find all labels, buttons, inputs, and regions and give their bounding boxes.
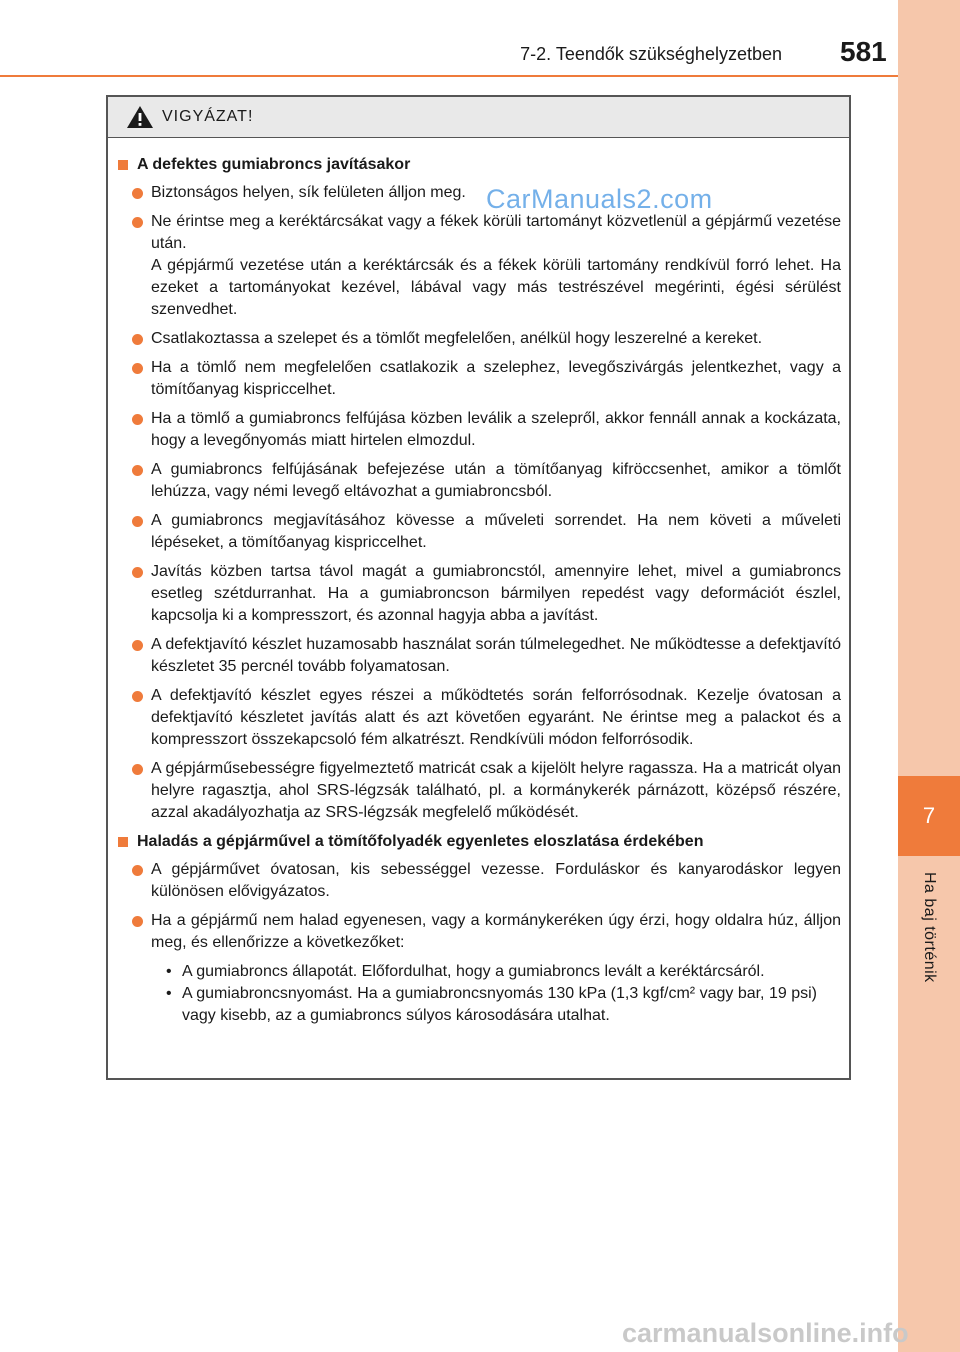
watermark-top: CarManuals2.com xyxy=(486,184,713,214)
list-item: A gépjárművet óvatosan, kis sebességgel vezesse. Forduláskor és kanyarodáskor legyen különösen elővigyázatos. xyxy=(132,859,841,903)
bullet-dot-icon xyxy=(132,567,143,578)
list-item: A gépjárműsebességre figyelmeztető matricát csak a kijelölt helyre ragassza. Ha a matricát olyan helyre ragasztja, ahol SRS-légzsák található, pl. a kormánykerék párnázott, középső részére, azzal akadályozhatja az SRS-légzsák megfelelő működését. xyxy=(132,758,841,824)
list-item: Ne érintse meg a keréktárcsákat vagy a fékek körüli tartományt közvetlenül a gépjármű vezetése után. A gépjármű vezetése után a keréktárcsák és a fékek körüli tartomány rendkívül forró lehet. Ha ezeket a tartományokat kezével, lábával vagy más testrészével megérinti, égési sérülést szenvedhet. xyxy=(132,211,841,321)
chapter-title: Ha baj történik xyxy=(921,872,938,983)
list-item: Csatlakoztassa a szelepet és a tömlőt megfelelően, anélkül hogy leszerelné a kereket. xyxy=(132,328,841,350)
warning-box xyxy=(106,95,851,1080)
bullet-dot-icon xyxy=(132,691,143,702)
watermark-bottom: carmanualsonline.info xyxy=(622,1318,909,1348)
sub-list-item: • A gumiabroncsnyomást. Ha a gumiabroncsnyomás 130 kPa (1,3 kgf/cm² vagy bar, 19 psi) vagy kisebb, az a gumiabroncs súlyos károsodására utalhat. xyxy=(166,985,817,1024)
list-item: A gumiabroncs felfújásának befejezése után a tömítőanyag kifröccsenhet, amikor a tömlőt lehúzza, vagy némi levegő eltávozhat a gumiabroncsból. xyxy=(132,459,841,503)
header-rule xyxy=(0,75,898,77)
warning-triangle-icon xyxy=(126,105,154,129)
bullet-dot-icon xyxy=(132,465,143,476)
section-heading: A defektes gumiabroncs javításakor xyxy=(118,154,841,176)
bullet-dot-icon xyxy=(132,764,143,775)
bullet-dot-icon xyxy=(132,516,143,527)
bullet-dot-icon xyxy=(132,363,143,374)
warning-body xyxy=(108,138,849,1027)
bullet-dot-icon xyxy=(132,188,143,199)
list-item: Javítás közben tartsa távol magát a gumiabroncstól, amennyire lehet, mivel a gumiabroncs esetleg szétdurranhat. Ha a gumiabroncson bármilyen repedést vagy deformációt észlel, kapcsolja ki a kompresszort, és azonnal hagyja abba a javítást. xyxy=(132,561,841,627)
section-heading: Haladás a gépjárművel a tömítőfolyadék egyenletes eloszlatása érdekében xyxy=(118,831,841,853)
side-tab xyxy=(898,0,960,1352)
bullet-dot-icon xyxy=(132,640,143,651)
list-item: Biztonságos helyen, sík felületen álljon meg. xyxy=(132,182,841,204)
bullet-dot-icon xyxy=(132,865,143,876)
bullet-dot-icon xyxy=(132,916,143,927)
square-bullet-icon xyxy=(118,837,128,847)
bullet-dot-icon xyxy=(132,414,143,425)
page-number: 581 xyxy=(840,36,887,67)
sub-list xyxy=(166,961,841,1027)
bullet-dot-icon xyxy=(132,334,143,345)
list-item: A defektjavító készlet huzamosabb használat során túlmelegedhet. Ne működtesse a defektjavító készletet 35 percnél tovább folyamatosan. xyxy=(132,634,841,678)
sub-list-item: • A gumiabroncs állapotát. Előfordulhat, hogy a gumiabroncs levált a keréktárcsáról. xyxy=(166,963,765,980)
section-title: 7-2. Teendők szükséghelyzetben xyxy=(520,44,782,64)
warning-label: VIGYÁZAT! xyxy=(162,108,254,125)
list-item: A gumiabroncs megjavításához kövesse a műveleti sorrendet. Ha nem követi a műveleti lépéseket, a tömítőanyag kispriccelhet. xyxy=(132,510,841,554)
list-item: Ha a tömlő nem megfelelően csatlakozik a szelephez, levegőszivárgás jelentkezhet, vagy a tömítőanyag kispriccelhet. xyxy=(132,357,841,401)
list-item: A defektjavító készlet egyes részei a működtetés során felforrósodnak. Kezelje óvatosan a defektjavító készletet javítás alatt és azt követően egyaránt. Ne érintse meg a palackot és a kompresszort összekapcsoló fém alkatrészt. Rendkívüli módon felforrósodik. xyxy=(132,685,841,751)
square-bullet-icon xyxy=(118,160,128,170)
bullet-dot-icon xyxy=(132,217,143,228)
list-item: Ha a gépjármű nem halad egyenesen, vagy a kormánykeréken úgy érzi, hogy oldalra húz, álljon meg, és ellenőrizze a következőket: xyxy=(132,910,841,954)
warning-header xyxy=(108,97,849,138)
list-item: Ha a tömlő a gumiabroncs felfújása közben leválik a szelepről, akkor fennáll annak a kockázata, hogy a levegőnyomás miatt hirtelen elmozdul. xyxy=(132,408,841,452)
chapter-number: 7 xyxy=(898,776,960,856)
